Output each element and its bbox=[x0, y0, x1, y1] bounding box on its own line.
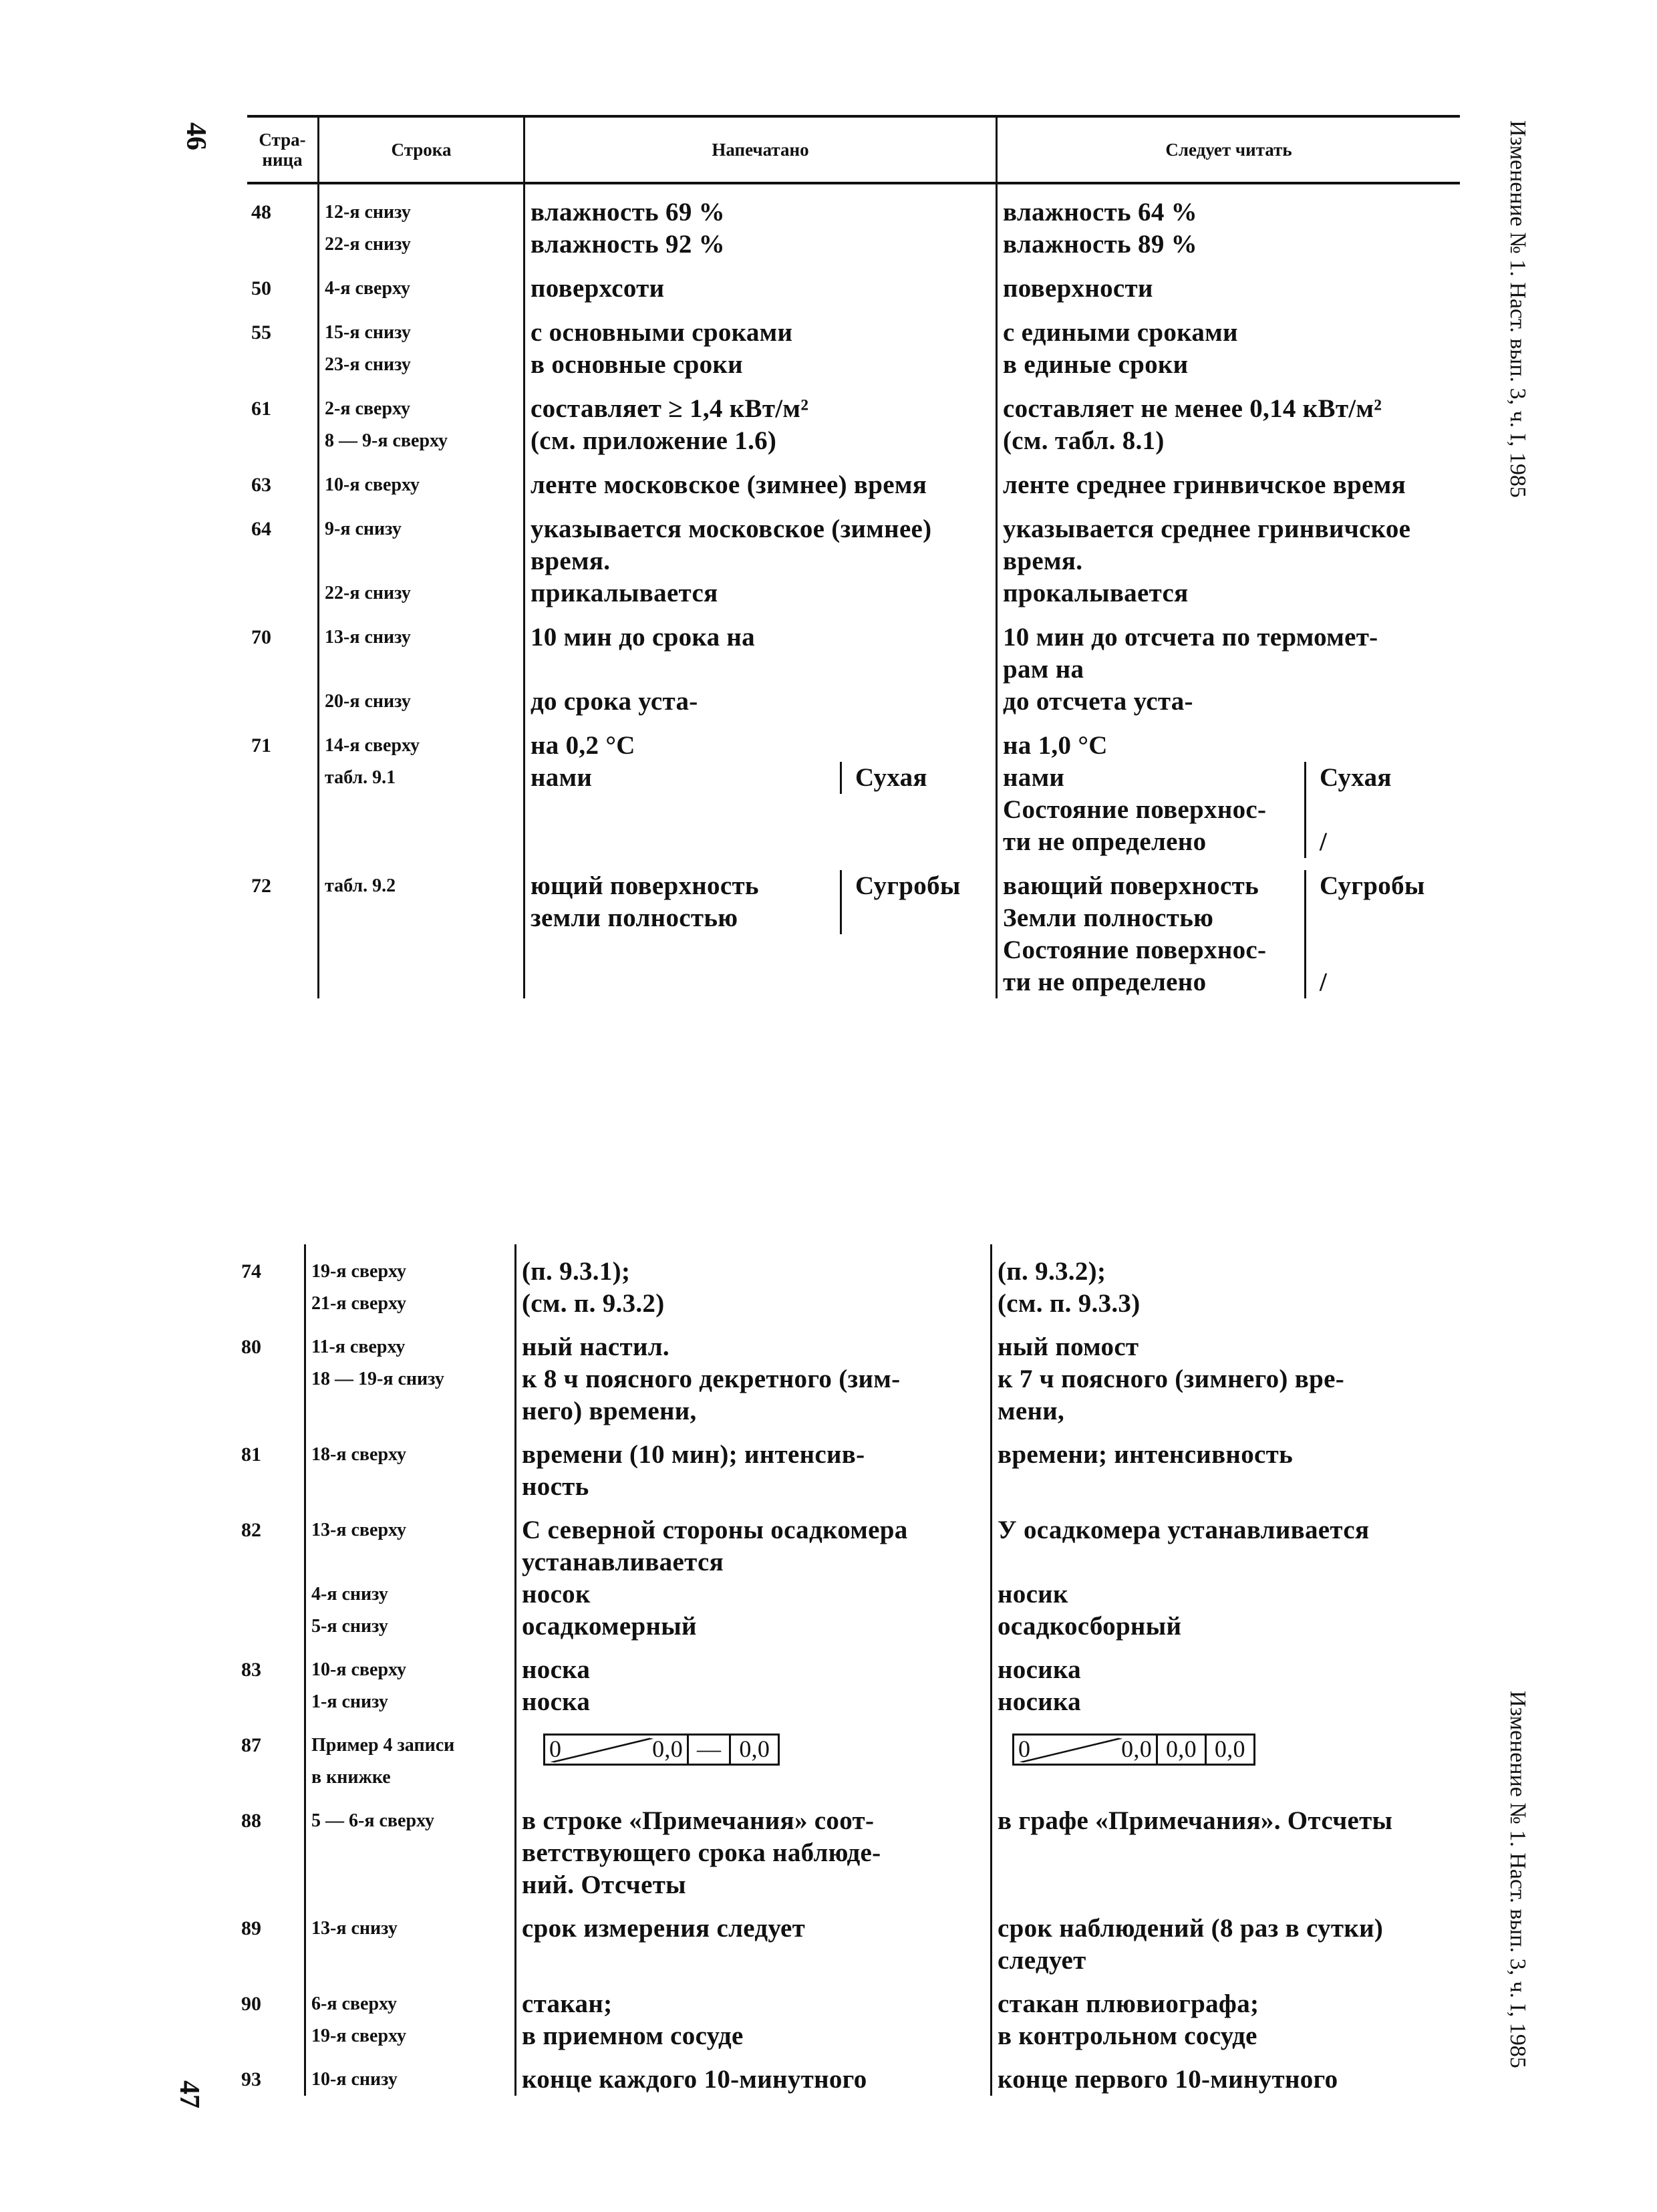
subcolumn-main bbox=[531, 870, 840, 934]
table-subcolumns bbox=[531, 762, 996, 794]
cell-line: ный помост bbox=[998, 1333, 1139, 1361]
line-ref-cell: табл. 9.2 bbox=[317, 858, 523, 998]
cell-line: ти не определено bbox=[1003, 968, 1207, 996]
line-ref-cell: 19-я сверху bbox=[304, 1244, 514, 1288]
cell-line: ленте среднее гринвичское время bbox=[1003, 470, 1406, 499]
line-ref-cell: 18 — 19-я снизу bbox=[304, 1363, 514, 1427]
cell-line: Состояние поверхнос- bbox=[1003, 795, 1267, 824]
line-ref-cell: 9-я снизу bbox=[317, 501, 523, 577]
diagonal-line bbox=[1014, 1736, 1156, 1764]
cell-line: влажность 92 % bbox=[531, 230, 725, 259]
read-cell bbox=[996, 762, 1460, 858]
diagonal-line bbox=[545, 1736, 687, 1764]
table-row bbox=[237, 1977, 1460, 2020]
printed-cell bbox=[523, 184, 996, 229]
cell-line: составляет ≥ 1,4 кВт/м² bbox=[531, 394, 809, 423]
read-cell bbox=[990, 1503, 1460, 1578]
read-cell bbox=[990, 1794, 1460, 1901]
printed-cell bbox=[514, 1611, 990, 1643]
table-row bbox=[247, 609, 1460, 686]
box-value: 0,0 bbox=[1121, 1736, 1152, 1762]
printed-cell bbox=[514, 1977, 990, 2020]
table-row bbox=[237, 2020, 1460, 2052]
side-label-top: Изменение № 1. Наст. вып. 3, ч. I, 1985 bbox=[1505, 120, 1530, 498]
line-ref-cell: 5 — 6-я сверху bbox=[304, 1794, 514, 1901]
page-cell bbox=[247, 229, 317, 261]
cell-line: / bbox=[1320, 827, 1328, 856]
page-cell: 72 bbox=[251, 875, 271, 897]
table-subcolumns bbox=[531, 870, 996, 934]
printed-cell bbox=[514, 1901, 990, 1977]
cell-line: У осадкомера устанавливается bbox=[998, 1516, 1370, 1544]
printed-cell bbox=[523, 577, 996, 609]
table-subcolumns bbox=[1003, 870, 1460, 998]
cell-line: в строке «Примечания» соот- bbox=[522, 1806, 875, 1835]
printed-cell bbox=[514, 2020, 990, 2052]
printed-cell bbox=[514, 1578, 990, 1611]
table-row bbox=[237, 1686, 1460, 1718]
line-ref-cell: 8 — 9-я сверху bbox=[317, 425, 523, 457]
page-cell: 90 bbox=[241, 1993, 261, 2015]
box-value: 0,0 bbox=[1156, 1736, 1205, 1764]
cell-line: следует bbox=[998, 1946, 1086, 1975]
line-ref-cell: 22-я снизу bbox=[317, 577, 523, 609]
header-printed: Напечатано bbox=[523, 118, 996, 182]
cell-line: с едиными сроками bbox=[1003, 318, 1238, 347]
cell-line: на 1,0 °С bbox=[1003, 731, 1108, 760]
page-cell: 71 bbox=[251, 734, 271, 756]
cell-line: 10 мин до срока на bbox=[531, 623, 755, 652]
cell-line: стакан; bbox=[522, 1989, 613, 2018]
table-row bbox=[247, 457, 1460, 501]
side-label-bottom: Изменение № 1. Наст. вып. 3, ч. I, 1985 bbox=[1505, 1691, 1530, 2068]
table-row bbox=[247, 381, 1460, 425]
cell-line: (см. п. 9.3.2) bbox=[522, 1289, 665, 1318]
printed-cell bbox=[514, 1718, 990, 1794]
header-page: Стра- ница bbox=[259, 130, 306, 170]
printed-cell bbox=[523, 261, 996, 305]
header-line: Строка bbox=[317, 118, 523, 182]
printed-cell bbox=[523, 457, 996, 501]
cell-line: (п. 9.3.1); bbox=[522, 1257, 631, 1286]
cell-line: Земли полностью bbox=[1003, 904, 1214, 932]
cell-line: носка bbox=[522, 1655, 591, 1684]
table-row bbox=[237, 1578, 1460, 1611]
cell-line: прокалывается bbox=[1003, 579, 1189, 607]
line-ref-cell: 13-я снизу bbox=[304, 1901, 514, 1977]
box-value: 0,0 bbox=[652, 1736, 683, 1762]
page-cell: 93 bbox=[241, 2068, 261, 2090]
box-fraction bbox=[1014, 1736, 1156, 1764]
cell-line: носок bbox=[522, 1580, 591, 1609]
page-cell: 64 bbox=[251, 518, 271, 540]
cell-line: носка bbox=[522, 1687, 591, 1716]
read-cell bbox=[996, 229, 1460, 261]
read-cell bbox=[996, 261, 1460, 305]
read-cell bbox=[990, 1718, 1460, 1794]
printed-cell bbox=[523, 762, 996, 858]
line-ref-cell: 18-я сверху bbox=[304, 1427, 514, 1503]
printed-cell bbox=[514, 1686, 990, 1718]
cell-line: осадкомерный bbox=[522, 1612, 697, 1641]
page-cell bbox=[237, 1686, 304, 1718]
line-ref-cell: 10-я снизу bbox=[304, 2052, 514, 2096]
cell-line: носик bbox=[998, 1580, 1068, 1609]
cell-line: указывается московское (зимнее) bbox=[531, 515, 932, 543]
table-subcolumns bbox=[1003, 762, 1460, 858]
read-cell bbox=[990, 1901, 1460, 1977]
cell-line: в приемном сосуде bbox=[522, 2022, 744, 2050]
cell-line: осадкосборный bbox=[998, 1612, 1182, 1641]
printed-cell bbox=[514, 1288, 990, 1320]
table-row bbox=[237, 1794, 1460, 1901]
line-ref-cell: Пример 4 записи в книжке bbox=[304, 1718, 514, 1794]
line-ref-cell: 21-я сверху bbox=[304, 1288, 514, 1320]
cell-line: ленте московское (зимнее) время bbox=[531, 470, 927, 499]
table-row bbox=[237, 1611, 1460, 1643]
header-read: Следует читать bbox=[996, 118, 1460, 182]
cell-line: на 0,2 °С bbox=[531, 731, 635, 760]
cell-line: стакан плювиографа; bbox=[998, 1989, 1259, 2018]
subcolumn-main bbox=[1003, 870, 1304, 998]
cell-line: ный настил. bbox=[522, 1333, 669, 1361]
read-cell bbox=[996, 305, 1460, 349]
box-value: 0,0 bbox=[729, 1736, 778, 1764]
printed-cell bbox=[523, 686, 996, 718]
cell-line: время. bbox=[1003, 547, 1083, 575]
cell-line: влажность 69 % bbox=[531, 198, 725, 227]
page-cell: 83 bbox=[241, 1659, 261, 1681]
table-row bbox=[237, 2052, 1460, 2096]
page-cell: 89 bbox=[241, 1917, 261, 1939]
page-cell bbox=[247, 762, 317, 858]
table-row bbox=[247, 305, 1460, 349]
page-cell bbox=[247, 425, 317, 457]
table-row bbox=[237, 1427, 1460, 1503]
cell-line: влажность 89 % bbox=[1003, 230, 1197, 259]
printed-cell bbox=[523, 609, 996, 686]
table-row bbox=[247, 577, 1460, 609]
table-row bbox=[237, 1718, 1460, 1794]
table-row bbox=[247, 762, 1460, 858]
line-ref-cell: 11-я сверху bbox=[304, 1320, 514, 1363]
cell-line: в основные сроки bbox=[531, 350, 743, 379]
page-cell: 70 bbox=[251, 626, 271, 648]
page-cell: 81 bbox=[241, 1443, 261, 1466]
line-ref-cell: 1-я снизу bbox=[304, 1686, 514, 1718]
table-row bbox=[247, 718, 1460, 762]
page-number-46: 46 bbox=[180, 122, 211, 150]
cell-line: земли полностью bbox=[531, 904, 738, 932]
cell-line: влажность 64 % bbox=[1003, 198, 1197, 227]
table-row bbox=[247, 501, 1460, 577]
cell-line: вающий поверхность bbox=[1003, 871, 1259, 900]
cell-line: устанавливается bbox=[522, 1548, 724, 1576]
page-cell: 74 bbox=[241, 1260, 261, 1282]
printed-cell bbox=[514, 1427, 990, 1503]
printed-cell bbox=[514, 1643, 990, 1686]
cell-line: Состояние поверхнос- bbox=[1003, 936, 1267, 964]
corrections-table-top bbox=[247, 115, 1460, 998]
cell-line: срок наблюдений (8 раз в сутки) bbox=[998, 1914, 1384, 1943]
read-cell bbox=[996, 501, 1460, 577]
page-cell bbox=[237, 1578, 304, 1611]
cell-line: носика bbox=[998, 1655, 1081, 1684]
line-ref-cell: 10-я сверху bbox=[317, 457, 523, 501]
printed-cell bbox=[514, 1503, 990, 1578]
page-cell bbox=[237, 1611, 304, 1643]
cell-line: поверхности bbox=[1003, 274, 1153, 303]
box-value: 0 bbox=[1018, 1736, 1031, 1762]
printed-cell bbox=[514, 2052, 990, 2096]
page-cell: 88 bbox=[241, 1810, 261, 1832]
line-ref-cell: 2-я сверху bbox=[317, 381, 523, 425]
printed-cell bbox=[523, 381, 996, 425]
cell-line: к 7 ч поясного (зимнего) вре- bbox=[998, 1365, 1345, 1393]
line-ref-cell: 19-я сверху bbox=[304, 2020, 514, 2052]
read-cell bbox=[990, 1363, 1460, 1427]
printed-cell bbox=[514, 1794, 990, 1901]
read-cell bbox=[996, 686, 1460, 718]
page-cell: 61 bbox=[251, 398, 271, 420]
read-cell bbox=[996, 858, 1460, 998]
table-row bbox=[237, 1320, 1460, 1363]
read-cell bbox=[990, 1288, 1460, 1320]
cell-line: до срока уста- bbox=[531, 687, 698, 716]
printed-cell bbox=[523, 349, 996, 381]
table-row bbox=[237, 1244, 1460, 1288]
line-ref-cell: табл. 9.1 bbox=[317, 762, 523, 858]
page-cell bbox=[237, 1363, 304, 1427]
table-header bbox=[247, 115, 1460, 184]
subcolumn-main bbox=[531, 762, 840, 794]
page-cell bbox=[237, 1288, 304, 1320]
cell-line: (см. приложение 1.6) bbox=[531, 426, 777, 455]
line-ref-cell: 6-я сверху bbox=[304, 1977, 514, 2020]
cell-line: / bbox=[1320, 968, 1328, 996]
subcolumn-state bbox=[1304, 870, 1460, 998]
cell-line: указывается среднее гринвичское bbox=[1003, 515, 1411, 543]
page-cell: 48 bbox=[251, 201, 271, 223]
read-cell bbox=[990, 1244, 1460, 1288]
page-cell: 55 bbox=[251, 321, 271, 343]
corrections-table-bottom bbox=[237, 1244, 1460, 2096]
cell-line: составляет не менее 0,14 кВт/м² bbox=[1003, 394, 1382, 423]
cell-line: нами bbox=[531, 763, 593, 792]
cell-line: (см. п. 9.3.3) bbox=[998, 1289, 1141, 1318]
line-ref-cell: 22-я снизу bbox=[317, 229, 523, 261]
subcolumn-state bbox=[840, 762, 996, 794]
printed-cell bbox=[523, 305, 996, 349]
line-ref-cell: 12-я снизу bbox=[317, 184, 523, 229]
cell-line bbox=[1320, 934, 1460, 966]
cell-line: 10 мин до отсчета по термомет- bbox=[1003, 623, 1378, 652]
table-row bbox=[237, 1503, 1460, 1578]
cell-line: в единые сроки bbox=[1003, 350, 1189, 379]
read-cell bbox=[990, 2020, 1460, 2052]
line-ref-cell: 15-я снизу bbox=[317, 305, 523, 349]
box-value: 0,0 bbox=[1205, 1736, 1253, 1764]
subcolumn-main bbox=[1003, 762, 1304, 858]
printed-cell bbox=[523, 425, 996, 457]
cell-line: времени; интенсивность bbox=[998, 1440, 1293, 1469]
read-cell bbox=[990, 1643, 1460, 1686]
line-ref-cell: 13-я сверху bbox=[304, 1503, 514, 1578]
read-cell bbox=[996, 457, 1460, 501]
cell-line: конце первого 10-минутного bbox=[998, 2065, 1338, 2094]
page-cell: 50 bbox=[251, 277, 271, 299]
printed-cell bbox=[523, 718, 996, 762]
table-row bbox=[247, 229, 1460, 261]
read-cell bbox=[990, 1686, 1460, 1718]
table-row bbox=[247, 261, 1460, 305]
observation-record-boxes bbox=[543, 1734, 780, 1766]
table-row bbox=[247, 425, 1460, 457]
cell-line: ющий поверхность bbox=[531, 871, 759, 900]
cell-line: (п. 9.3.2); bbox=[998, 1257, 1106, 1286]
cell-line: до отсчета уста- bbox=[1003, 687, 1193, 716]
box-value: — bbox=[687, 1736, 729, 1764]
subcolumn-state bbox=[1304, 762, 1460, 858]
cell-line: Сухая bbox=[1320, 763, 1392, 792]
line-ref-cell: 5-я снизу bbox=[304, 1611, 514, 1643]
line-ref-cell: 13-я снизу bbox=[317, 609, 523, 686]
table-body bbox=[237, 1244, 1460, 2096]
table-row bbox=[237, 1901, 1460, 1977]
page-cell bbox=[247, 349, 317, 381]
page-cell: 82 bbox=[241, 1519, 261, 1541]
cell-line bbox=[1320, 902, 1460, 934]
cell-line: времени (10 мин); интенсив- bbox=[522, 1440, 865, 1469]
cell-line: поверхсоти bbox=[531, 274, 665, 303]
page-cell bbox=[237, 2020, 304, 2052]
box-fraction bbox=[545, 1736, 687, 1764]
read-cell bbox=[990, 1427, 1460, 1503]
cell-line: Сугробы bbox=[1320, 871, 1425, 900]
read-cell bbox=[990, 2052, 1460, 2096]
line-ref-cell: 10-я сверху bbox=[304, 1643, 514, 1686]
subcolumn-state bbox=[840, 870, 996, 934]
page-cell bbox=[247, 577, 317, 609]
printed-cell bbox=[514, 1320, 990, 1363]
page-cell bbox=[247, 686, 317, 718]
cell-line: С северной стороны осадкомера bbox=[522, 1516, 908, 1544]
printed-cell bbox=[523, 858, 996, 998]
table-row bbox=[237, 1288, 1460, 1320]
printed-cell bbox=[523, 229, 996, 261]
printed-cell bbox=[514, 1363, 990, 1427]
read-cell bbox=[996, 349, 1460, 381]
read-cell bbox=[996, 425, 1460, 457]
line-ref-cell: 4-я снизу bbox=[304, 1578, 514, 1611]
cell-line: время. bbox=[531, 547, 611, 575]
line-ref-cell: 23-я снизу bbox=[317, 349, 523, 381]
cell-line: конце каждого 10-минутного bbox=[522, 2065, 867, 2094]
line-ref-cell: 14-я сверху bbox=[317, 718, 523, 762]
cell-line: рам на bbox=[1003, 655, 1084, 684]
cell-line: к 8 ч поясного декретного (зим- bbox=[522, 1365, 901, 1393]
table-row bbox=[247, 686, 1460, 718]
cell-line: ти не определено bbox=[1003, 827, 1207, 856]
read-cell bbox=[990, 1977, 1460, 2020]
read-cell bbox=[996, 609, 1460, 686]
printed-cell bbox=[514, 1244, 990, 1288]
table-body bbox=[247, 184, 1460, 998]
cell-line: него) времени, bbox=[522, 1397, 697, 1425]
page-number-47: 47 bbox=[174, 2080, 204, 2108]
read-cell bbox=[990, 1578, 1460, 1611]
page-cell: 80 bbox=[241, 1336, 261, 1358]
cell-line: с основными сроками bbox=[531, 318, 793, 347]
cell-line: срок измерения следует bbox=[522, 1914, 806, 1943]
cell-line: Сухая bbox=[855, 763, 927, 792]
read-cell bbox=[996, 381, 1460, 425]
printed-cell bbox=[523, 501, 996, 577]
cell-line: в контрольном сосуде bbox=[998, 2022, 1257, 2050]
cell-line: Сугробы bbox=[855, 871, 961, 900]
cell-line: ний. Отсчеты bbox=[522, 1871, 686, 1899]
page-cell: 63 bbox=[251, 474, 271, 496]
line-ref-cell: 20-я снизу bbox=[317, 686, 523, 718]
table-row bbox=[237, 1363, 1460, 1427]
line-ref-cell: 4-я сверху bbox=[317, 261, 523, 305]
cell-line: ность bbox=[522, 1472, 589, 1501]
read-cell bbox=[990, 1611, 1460, 1643]
cell-line: мени, bbox=[998, 1397, 1065, 1425]
page-cell: 87 bbox=[241, 1734, 261, 1756]
cell-line: ветствующего срока наблюде- bbox=[522, 1838, 881, 1867]
read-cell bbox=[996, 577, 1460, 609]
read-cell bbox=[990, 1320, 1460, 1363]
cell-line bbox=[1320, 794, 1460, 826]
cell-line: носика bbox=[998, 1687, 1081, 1716]
cell-line: нами bbox=[1003, 763, 1065, 792]
cell-line: в графе «Примечания». Отсчеты bbox=[998, 1806, 1393, 1835]
box-value: 0 bbox=[549, 1736, 562, 1762]
read-cell bbox=[996, 184, 1460, 229]
read-cell bbox=[996, 718, 1460, 762]
cell-line: (см. табл. 8.1) bbox=[1003, 426, 1165, 455]
table-row bbox=[247, 858, 1460, 998]
cell-line: прикалывается bbox=[531, 579, 718, 607]
table-row bbox=[247, 349, 1460, 381]
observation-record-boxes bbox=[1012, 1734, 1255, 1766]
table-row bbox=[247, 184, 1460, 229]
table-row bbox=[237, 1643, 1460, 1686]
